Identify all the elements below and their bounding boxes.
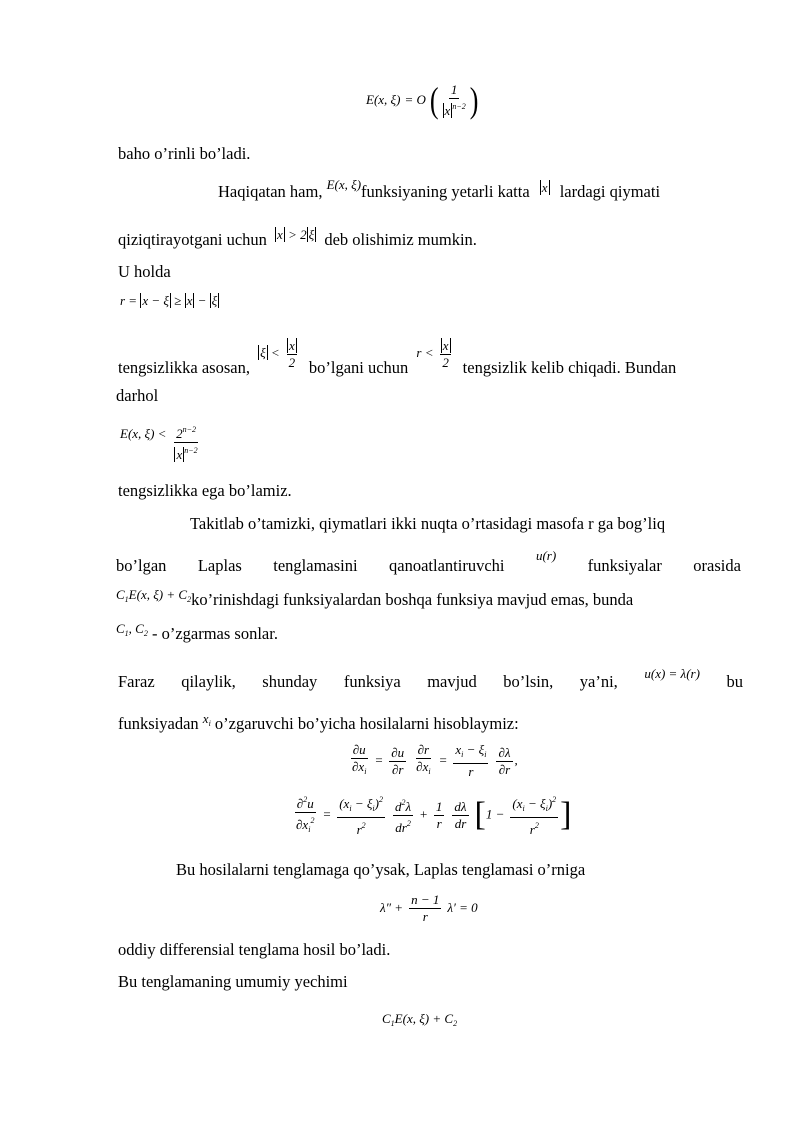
math-E: E(x, ξ) [326, 177, 362, 192]
formula-general-solution: $C_1E(x$, $\xi) + C_2$ [382, 1011, 458, 1028]
formula-r: r = x − ξ ≥ x − ξ [120, 293, 218, 308]
text-fragment: funksiyadan [118, 714, 199, 733]
formula-ode: λ″ + $\frac{n - 1}{r}$ λ′ = 0 [380, 892, 478, 924]
math-c1c2: C1, C2 [116, 621, 148, 638]
text-fragment: bo’lgan [116, 556, 167, 575]
text-fragment: tengsizlikka asosan, [118, 358, 250, 378]
math-ineq: x > 2 ξ [277, 227, 315, 242]
text-fragment: ko’rinishdagi funksiyalardan boshqa funksiya mavjud emas, bunda [191, 590, 634, 609]
text-fragment: funksiya [343, 672, 401, 691]
text-fragment: bo’lgani uchun [308, 358, 409, 378]
text-fragment: qanoatlantiruvchi [389, 556, 505, 575]
text-fragment: ya’ni, [579, 672, 618, 691]
text-line: oddiy differensial tenglama hosil bo’ladi. [118, 940, 391, 959]
text-fragment: deb olishimiz mumkin. [324, 230, 477, 249]
text-line: Bu tenglamaning umumiy yechimi [118, 972, 348, 991]
formula-estimate: E(x, ξ) = O ( $\frac{1}{x ^{n-2}}$ ) [366, 79, 479, 121]
text-line-2 [218, 177, 661, 202]
text-fragment: bo’lsin, [503, 672, 554, 691]
text-fragment: lardagi qiymati [559, 182, 661, 201]
text-fragment: orasida [693, 556, 741, 575]
text-line: darhol [116, 386, 159, 405]
formula-E-bound: $^{E(x, \xi) <}$ $\frac{2^{n-2}}{x ^{n-2}}$ [120, 422, 202, 463]
math-u-r: u(r) [535, 548, 557, 563]
math-xi-ineq: ξ < $\frac{x}{2}$ [260, 338, 296, 370]
text-fragment: - o’zgarmas sonlar. [151, 624, 278, 643]
text-fragment: funksiyalar [587, 556, 662, 575]
math-absx: x [541, 180, 548, 195]
text-line: Takitlab o’tamizki, qiymatlari ikki nuqta o’rtasidagi masofa r ga bog’liq [190, 514, 666, 533]
text-line-13 [118, 711, 519, 734]
math-r-ineq: r < $\frac{x}{2}$ [416, 338, 449, 370]
math-c1e: C1E(x, ξ) + C2 [116, 587, 192, 604]
text-fragment: tenglamasini [273, 556, 358, 575]
text-fragment: funksiyaning yetarli katta [361, 182, 530, 201]
text-line-5 [118, 338, 677, 378]
text-fragment: Faraz [118, 672, 155, 691]
formula-first-derivative: $\frac{\partial u}{\partial x_i}$ = $\frac{\partial u}{\partial r}$ $\frac{\partial r}{\partial x_i}$ = $\frac{x_i - \xi_i}{r}$ $\frac{\partial\lambda}{\partial r}$ , [352, 742, 518, 779]
text-line: Bu hosilalarni tenglamaga qo’ysak, Laplas tenglamasi o’rniga [176, 860, 586, 879]
text-fragment: mavjud [427, 672, 477, 691]
text-line-12 [118, 666, 743, 692]
text-fragment: o’zgaruvchi bo’yicha hosilalarni hisoblaymiz: [214, 714, 519, 733]
formula-second-derivative: $\frac{\partial^2u}{\partial x_i^2}$ = $\frac{(x_i - \xi_i)^2}{r^2}$ $\frac{d^2\lambda}{dr^2}$ + $\frac{1}{r}$ $\frac{d\lambda}{dr}$ [1 − $\frac{(x_i - \xi_i)^2}{r^2}$ ] [292, 792, 572, 838]
text-fragment: tengsizlik kelib chiqadi. Bundan [462, 358, 677, 378]
text-line: baho o’rinli bo’ladi. [118, 144, 251, 163]
text-fragment: qilaylik, [181, 672, 236, 691]
text-line-3 [118, 227, 477, 250]
text-fragment: Laplas [197, 556, 242, 575]
math-u-lambda: u(x) = λ(r) [644, 666, 700, 681]
text-fragment: Haqiqatan ham, [218, 182, 323, 201]
text-fragment: bu [726, 672, 743, 691]
text-line-11 [116, 621, 278, 644]
text-line-10 [116, 587, 634, 610]
text-line: U holda [118, 262, 171, 281]
text-line: tengsizlikka ega bo’lamiz. [118, 481, 292, 500]
text-line-9 [116, 548, 741, 576]
text-fragment: qiziqtirayotgani uchun [118, 230, 267, 249]
math-xi: xi [202, 711, 211, 728]
text-fragment: shunday [262, 672, 318, 691]
